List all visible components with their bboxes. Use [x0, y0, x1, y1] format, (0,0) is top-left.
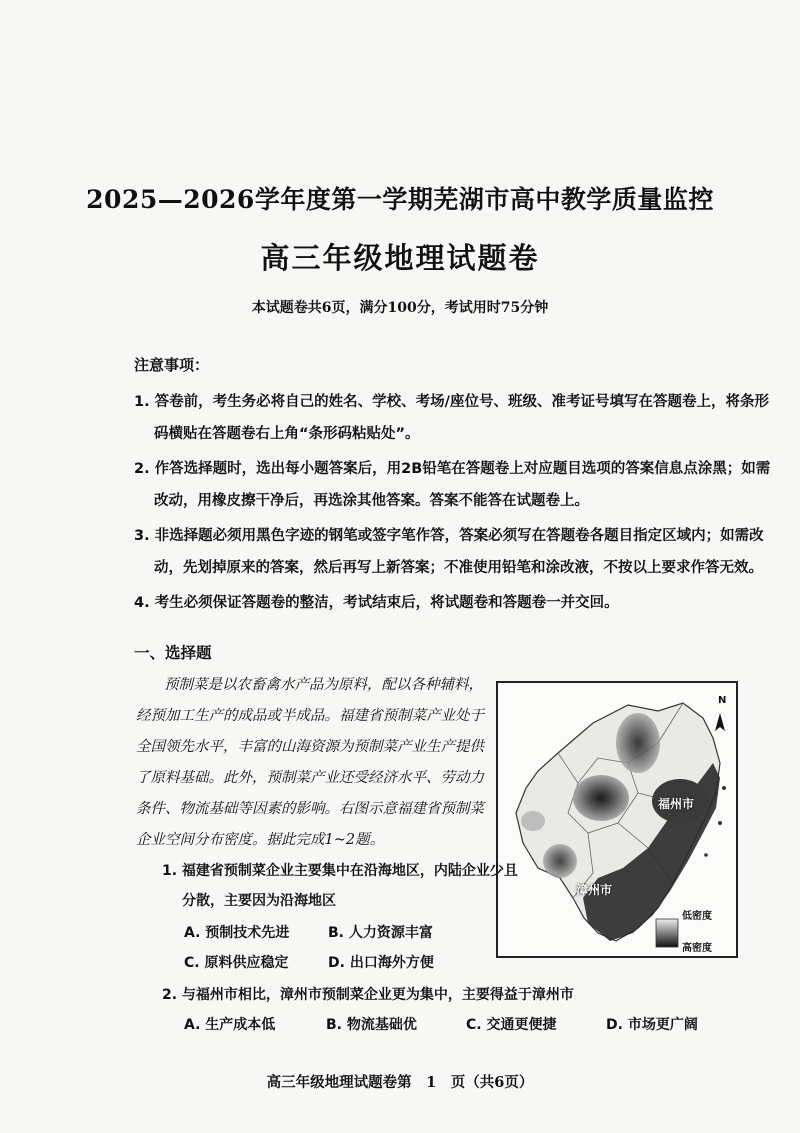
notice-item-1: 1. 答卷前，考生务必将自己的姓名、学校、考场/座位号、班级、准考证号填写在答题卷上，将条形码横贴在答题卷右上角“条形码粘贴处”。 — [134, 394, 769, 442]
q2-option-d: D. 市场更广阔 — [606, 1017, 698, 1033]
inland-hotspot-3 — [543, 844, 577, 878]
legend-color-bar — [656, 919, 678, 947]
zhangzhou-label: 漳州市 — [576, 883, 613, 897]
notice-item-3: 3. 非选择题必须用黑色字迹的钢笔或签字笔作答，答案必须写在答题卷各题目指定区域内；如需改动，先划掉原来的答案，然后再写上新答案；不准使用铅笔和涂改液，不按以上要求作答无效。 — [134, 528, 764, 576]
exam-title: 2025—2026学年度第一学期芜湖市高中教学质量监控 — [86, 185, 714, 214]
section-heading: 一、选择题 — [134, 644, 212, 662]
north-arrow-icon — [715, 713, 725, 731]
inland-hotspot-4 — [521, 811, 545, 831]
exam-info: 本试题卷共6页，满分100分，考试用时75分钟 — [251, 300, 549, 316]
inland-hotspot-1 — [573, 775, 629, 821]
q1-option-c: C. 原料供应稳定 — [184, 955, 289, 971]
fujian-density-map — [496, 681, 738, 958]
notice-item-4: 4. 考生必须保证答题卷的整洁，考试结束后，将试题卷和答题卷一并交回。 — [134, 595, 619, 611]
q1-option-d: D. 出口海外方便 — [328, 955, 434, 971]
question-2-stem: 2. 与福州市相比，漳州市预制菜企业更为集中，主要得益于漳州市 — [162, 987, 574, 1003]
notice-item-2: 2. 作答选择题时，选出每小题答案后，用2B铅笔在答题卷上对应题目选项的答案信息点涂黑；如需改动，用橡皮擦干净后，再选涂其他答案。答案不能答在试题卷上。 — [134, 461, 771, 509]
page-footer: 高三年级地理试题卷第 1 页（共6页） — [266, 1074, 534, 1091]
fuzhou-label: 福州市 — [658, 797, 695, 811]
question-passage: 预制菜是以农畜禽水产品为原料，配以各种辅料，经预加工生产的成品或半成品。福建省预制菜产业处于全国领先水平，丰富的山海资源为预制菜产业生产提供了原料基础。此外，预制菜产业还受经济水平、劳动力条件、物流基础等因素的影响。右图示意福建省预制菜企业空间分布密度。据此完成1~2题。 — [136, 677, 484, 848]
notice-list — [134, 386, 774, 622]
question-1-stem: 1. 福建省预制菜企业主要集中在沿海地区，内陆企业少且分散，主要因为沿海地区 — [162, 863, 518, 909]
paper-title: 高三年级地理试题卷 — [260, 241, 540, 275]
q1-option-b: B. 人力资源丰富 — [328, 925, 433, 941]
legend-low: 低密度 — [682, 911, 712, 922]
legend-high: 高密度 — [682, 943, 712, 954]
north-label: N — [718, 695, 727, 706]
inland-hotspot-2 — [616, 713, 660, 773]
q2-option-b: B. 物流基础优 — [326, 1017, 417, 1033]
q2-option-a: A. 生产成本低 — [184, 1017, 276, 1033]
q2-option-c: C. 交通更便捷 — [466, 1017, 557, 1033]
q1-option-a: A. 预制技术先进 — [184, 925, 290, 941]
notice-heading: 注意事项： — [134, 356, 210, 374]
